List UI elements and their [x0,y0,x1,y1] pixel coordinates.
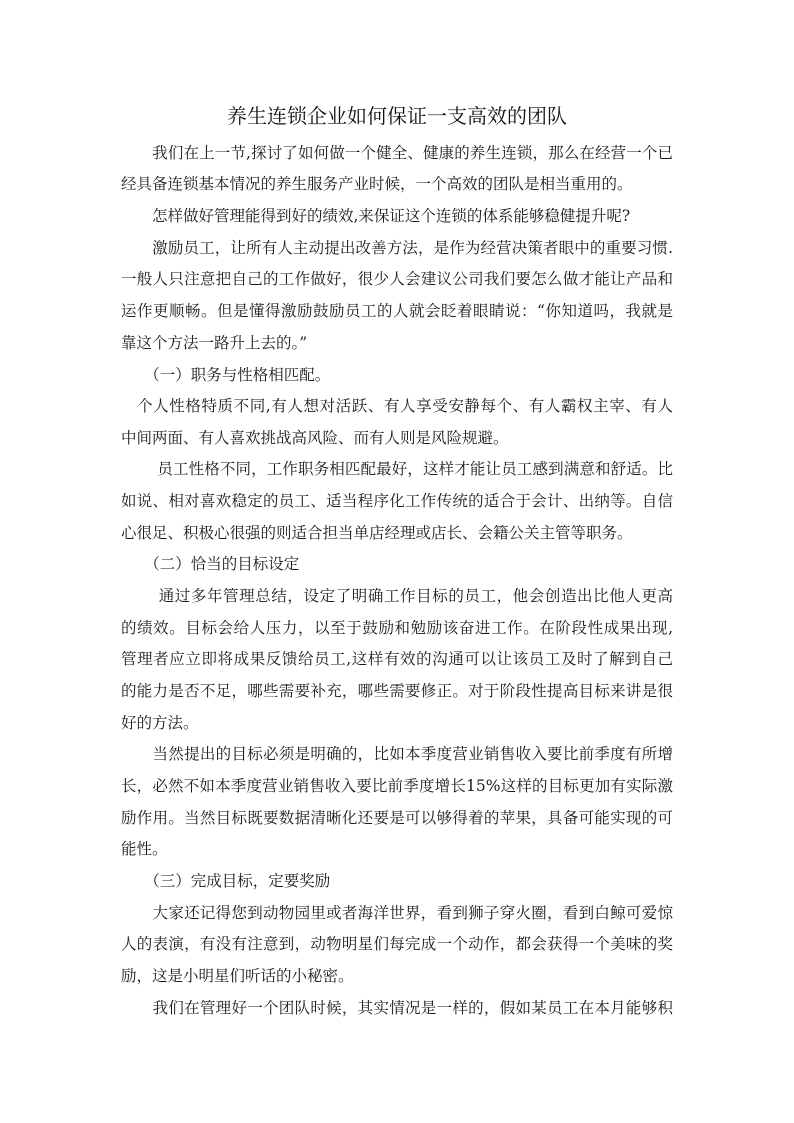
paragraph-line: 人的表演，有没有注意到，动物明星们每完成一个动作，都会获得一个美味的奖 [121,935,673,953]
section-heading: （三）完成目标，定要奖励 [121,872,331,890]
paragraph-line: 个人性格特质不同,有人想对活跃、有人享受安静每个、有人霸权主宰、有人 [121,397,673,415]
paragraph-line: 激励员工，让所有人主动提出改善方法，是作为经营决策者眼中的重要习惯. [121,239,673,257]
paragraph-line: 管理者应立即将成果反馈给员工,这样有效的沟通可以让该员工及时了解到自己 [121,650,673,668]
paragraph-line: 一般人只注意把自己的工作做好，很少人会建议公司我们要怎么做才能让产品和 [121,270,673,288]
paragraph-line: 通过多年管理总结，设定了明确工作目标的员工，他会创造出比他人更高 [121,587,673,605]
paragraph-line: 的能力是否不足，哪些需要补充，哪些需要修正。对于阶段性提高目标来讲是很 [121,682,673,700]
paragraph-line: 当然提出的目标必须是明确的，比如本季度营业销售收入要比前季度有所增 [121,745,673,763]
paragraph-line: 大家还记得您到动物园里或者海洋世界，看到狮子穿火圈，看到白鲸可爱惊 [121,904,673,922]
section-heading: （一）职务与性格相匹配。 [121,366,331,384]
paragraph-line: 能性。 [121,840,168,858]
paragraph-line: 经具备连锁基本情况的养生服务产业时候，一个高效的团队是相当重用的。 [121,175,633,193]
paragraph-line: 心很足、积极心很强的则适合担当单店经理或店长、会籍公关主管等职务。 [121,524,633,542]
paragraph-line: 运作更顺畅。但是懂得激励鼓励员工的人就会眨着眼睛说：“你知道吗，我就是 [121,302,673,320]
document-title: 养生连锁企业如何保证一支高效的团队 [227,104,567,128]
paragraph-line: 长，必然不如本季度营业销售收入要比前季度增长15%这样的目标更加有实际激 [121,777,673,795]
paragraph-line: 好的方法。 [121,714,199,732]
paragraph-line: 员工性格不同，工作职务相匹配最好，这样才能让员工感到满意和舒适。比 [121,460,673,478]
paragraph-line: 励作用。当然目标既要数据清晰化还要是可以够得着的苹果，具备可能实现的可 [121,809,673,827]
paragraph-line: 怎样做好管理能得到好的绩效,来保证这个连锁的体系能够稳健提升呢? [121,207,631,225]
paragraph-line: 中间两面、有人喜欢挑战高风险、而有人则是风险规避。 [121,429,509,447]
paragraph-line: 我们在上一节,探讨了如何做一个健全、健康的养生连锁，那么在经营一个已 [121,144,673,162]
paragraph-line: 如说、相对喜欢稳定的员工、适当程序化工作传统的适合于会计、出纳等。自信 [121,492,673,510]
paragraph-line: 我们在管理好一个团队时候，其实情况是一样的，假如某员工在本月能够积 [121,999,673,1017]
paragraph-line: 靠这个方法一路升上去的。” [121,334,308,352]
paragraph-line: 励，这是小明星们听话的小秘密。 [121,967,354,985]
section-heading: （二）恰当的目标设定 [121,555,300,573]
paragraph-line: 的绩效。目标会给人压力，以至于鼓励和勉励该奋进工作。在阶段性成果出现, [121,619,673,637]
